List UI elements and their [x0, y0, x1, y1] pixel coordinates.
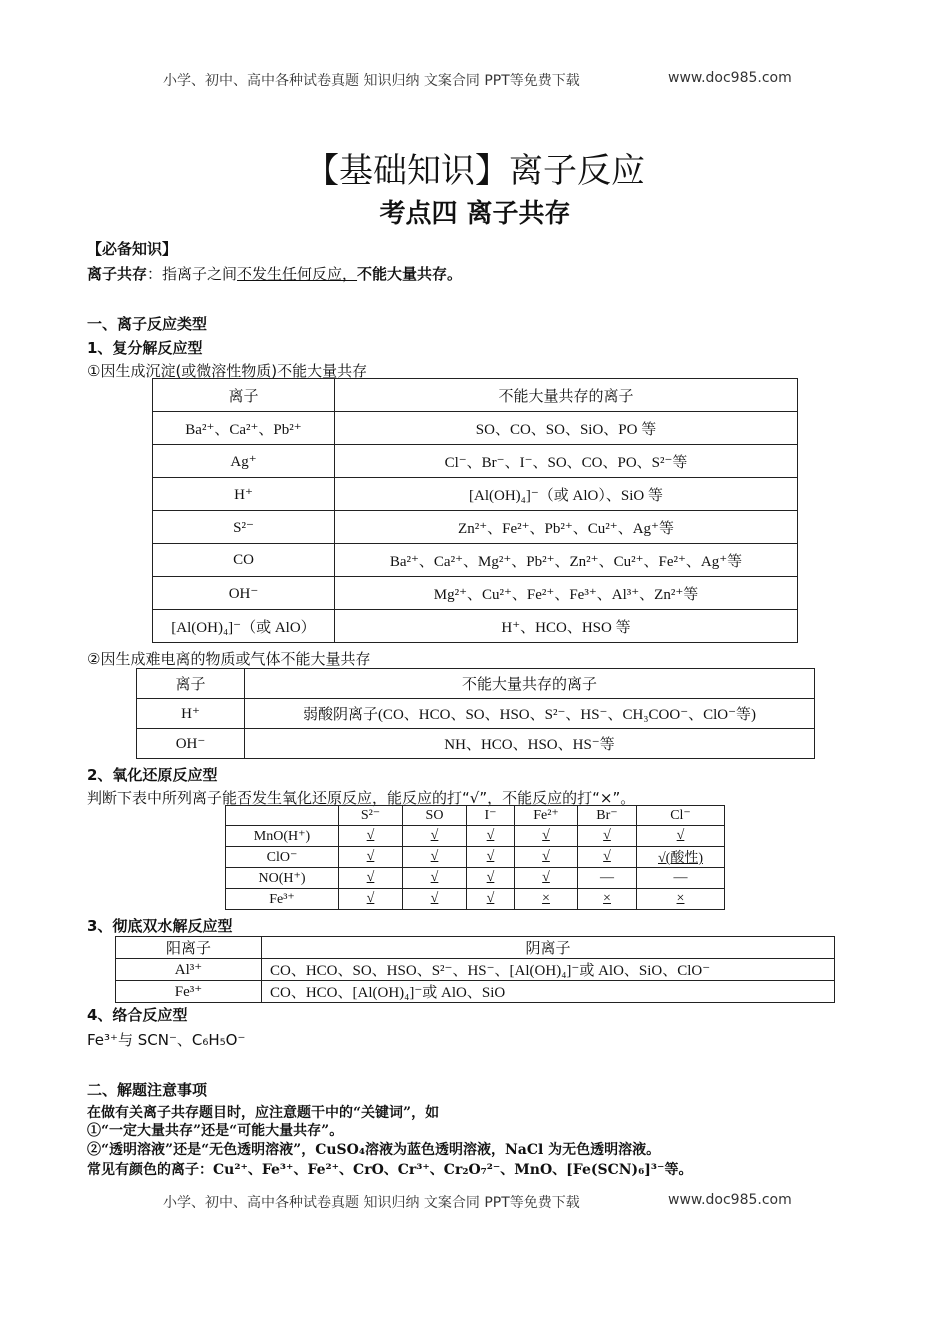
table-header-row [226, 806, 725, 826]
table-cell: × [515, 889, 578, 910]
redox-table [225, 805, 725, 910]
table-cell: — [637, 868, 725, 889]
table-row [153, 511, 798, 544]
table-cell: √ [339, 847, 403, 868]
definition [87, 263, 462, 284]
page-title: 【基础知识】离子反应 [305, 151, 645, 191]
page-subtitle: 考点四 离子共存 [379, 199, 571, 229]
table-header-cell [226, 806, 339, 826]
table-cell: Cl⁻、Br⁻、I⁻、SO、CO、PO、S²⁻等 [335, 445, 798, 478]
table-header-cell: 离子 [137, 669, 245, 699]
precipitate-table [152, 378, 798, 643]
table-cell: — [578, 868, 637, 889]
table-cell: √ [637, 826, 725, 847]
sub2-heading: 2、氧化还原反应型 [87, 766, 218, 784]
table-cell: Al³⁺ [116, 959, 262, 981]
table-row [153, 610, 798, 643]
required-knowledge-heading: 【必备知识】 [87, 240, 178, 258]
table-header-cell: 不能大量共存的离子 [335, 379, 798, 412]
table-cell: [Al(OH)₄]⁻（或 AlO）、SiO 等 [335, 478, 798, 511]
table-cell: × [637, 889, 725, 910]
table-cell: NO(H⁺) [226, 868, 339, 889]
definition-underlined: 不发生任何反应， [237, 265, 358, 283]
header-url[interactable]: www.doc985.com [668, 70, 792, 86]
sub1b-text: ②因生成难电离的物质或气体不能大量共存 [87, 650, 371, 668]
table-header-cell: 离子 [153, 379, 335, 412]
table-row [116, 959, 835, 981]
table-row [116, 981, 835, 1003]
table-row [137, 699, 815, 729]
table-header-cell: S²⁻ [339, 806, 403, 826]
table-cell: H⁺、HCO、HSO 等 [335, 610, 798, 643]
table-cell: OH⁻ [153, 577, 335, 610]
table-cell: √ [403, 889, 467, 910]
hydrolysis-table [115, 936, 835, 1003]
table-cell: √ [467, 868, 515, 889]
table-row [137, 729, 815, 759]
note-line-3: ②“透明溶液”还是“无色透明溶液”，CuSO₄溶液为蓝色透明溶液，NaCl 为无色透明溶液。 [87, 1142, 661, 1158]
table-cell: √(酸性) [637, 847, 725, 868]
table-row [226, 826, 725, 847]
table-cell: √ [339, 826, 403, 847]
table-header-row [116, 937, 835, 959]
table-cell: √ [467, 826, 515, 847]
table-row [226, 889, 725, 910]
footer-url[interactable]: www.doc985.com [668, 1192, 792, 1208]
table-row [153, 544, 798, 577]
table-cell: √ [467, 889, 515, 910]
table-cell: NH、HCO、HSO、HS⁻等 [245, 729, 815, 759]
table-header-cell: SO [403, 806, 467, 826]
footer-text: 小学、初中、高中各种试卷真题 知识归纳 文案合同 PPT等免费下载 [163, 1195, 580, 1211]
table-cell: CO [153, 544, 335, 577]
table-row [226, 847, 725, 868]
table-cell: Ba²⁺、Ca²⁺、Pb²⁺ [153, 412, 335, 445]
table-cell: √ [467, 847, 515, 868]
table-header-cell: Fe²⁺ [515, 806, 578, 826]
table-header-cell: 阴离子 [262, 937, 835, 959]
note-line-4: 常见有颜色的离子：Cu²⁺、Fe³⁺、Fe²⁺、CrO、Cr³⁺、Cr₂O₇²⁻、MnO、[Fe(SCN)₆]³⁻等。 [87, 1162, 693, 1178]
table-cell: SO、CO、SO、SiO、PO 等 [335, 412, 798, 445]
table-header-row [153, 379, 798, 412]
table-header-cell: Cl⁻ [637, 806, 725, 826]
table-header-cell: 阳离子 [116, 937, 262, 959]
table-cell: √ [403, 847, 467, 868]
table-header-cell: Br⁻ [578, 806, 637, 826]
definition-label: 离子共存 [87, 265, 148, 283]
table-cell: Zn²⁺、Fe²⁺、Pb²⁺、Cu²⁺、Ag⁺等 [335, 511, 798, 544]
table-row [226, 868, 725, 889]
section2-heading: 二、解题注意事项 [87, 1081, 208, 1099]
definition-text: ：指离子之间 [147, 265, 238, 283]
weak-electrolyte-table [136, 668, 815, 759]
table-cell: √ [339, 868, 403, 889]
table-cell: 弱酸阴离子(CO、HCO、SO、HSO、S²⁻、HS⁻、CH₃COO⁻、ClO⁻等) [245, 699, 815, 729]
table-cell: √ [403, 826, 467, 847]
table-cell: Ba²⁺、Ca²⁺、Mg²⁺、Pb²⁺、Zn²⁺、Cu²⁺、Fe²⁺、Ag⁺等 [335, 544, 798, 577]
sub2-description: 判断下表中所列离子能否发生氧化还原反应，能反应的打“√”，不能反应的打“×”。 [87, 789, 636, 807]
table-cell: √ [403, 868, 467, 889]
table-cell: OH⁻ [137, 729, 245, 759]
table-cell: Mg²⁺、Cu²⁺、Fe²⁺、Fe³⁺、Al³⁺、Zn²⁺等 [335, 577, 798, 610]
table-cell: √ [578, 847, 637, 868]
table-cell: S²⁻ [153, 511, 335, 544]
table-row [153, 412, 798, 445]
table-row [153, 445, 798, 478]
table-cell: √ [578, 826, 637, 847]
sub1a-text: ①因生成沉淀(或微溶性物质)不能大量共存 [87, 362, 368, 380]
note-line-1: 在做有关离子共存题目时，应注意题干中的“关键词”，如 [87, 1105, 440, 1121]
table-header-cell: 不能大量共存的离子 [245, 669, 815, 699]
table-row [153, 478, 798, 511]
table-cell: Ag⁺ [153, 445, 335, 478]
table-cell: CO、HCO、[Al(OH)₄]⁻或 AlO、SiO [262, 981, 835, 1003]
table-cell: H⁺ [137, 699, 245, 729]
table-cell: √ [515, 868, 578, 889]
definition-bold: 不能大量共存。 [357, 265, 463, 283]
table-cell: ClO⁻ [226, 847, 339, 868]
table-cell: √ [515, 826, 578, 847]
table-header-cell: I⁻ [467, 806, 515, 826]
table-cell: √ [515, 847, 578, 868]
table-cell: × [578, 889, 637, 910]
sub4-heading: 4、络合反应型 [87, 1006, 188, 1024]
sub1-heading: 1、复分解反应型 [87, 339, 203, 357]
table-header-row [137, 669, 815, 699]
section1-heading: 一、离子反应类型 [87, 315, 208, 333]
table-cell: Fe³⁺ [226, 889, 339, 910]
table-cell: Fe³⁺ [116, 981, 262, 1003]
table-row [153, 577, 798, 610]
table-cell: [Al(OH)₄]⁻（或 AlO） [153, 610, 335, 643]
table-cell: CO、HCO、SO、HSO、S²⁻、HS⁻、[Al(OH)₄]⁻或 AlO、SiO、ClO⁻ [262, 959, 835, 981]
table-cell: √ [339, 889, 403, 910]
header-text: 小学、初中、高中各种试卷真题 知识归纳 文案合同 PPT等免费下载 [163, 73, 580, 89]
sub4-text: Fe³⁺与 SCN⁻、C₆H₅O⁻ [87, 1031, 246, 1049]
sub3-heading: 3、彻底双水解反应型 [87, 917, 233, 935]
note-line-2: ①“一定大量共存”还是“可能大量共存”。 [87, 1123, 344, 1139]
table-cell: MnO(H⁺) [226, 826, 339, 847]
table-cell: H⁺ [153, 478, 335, 511]
